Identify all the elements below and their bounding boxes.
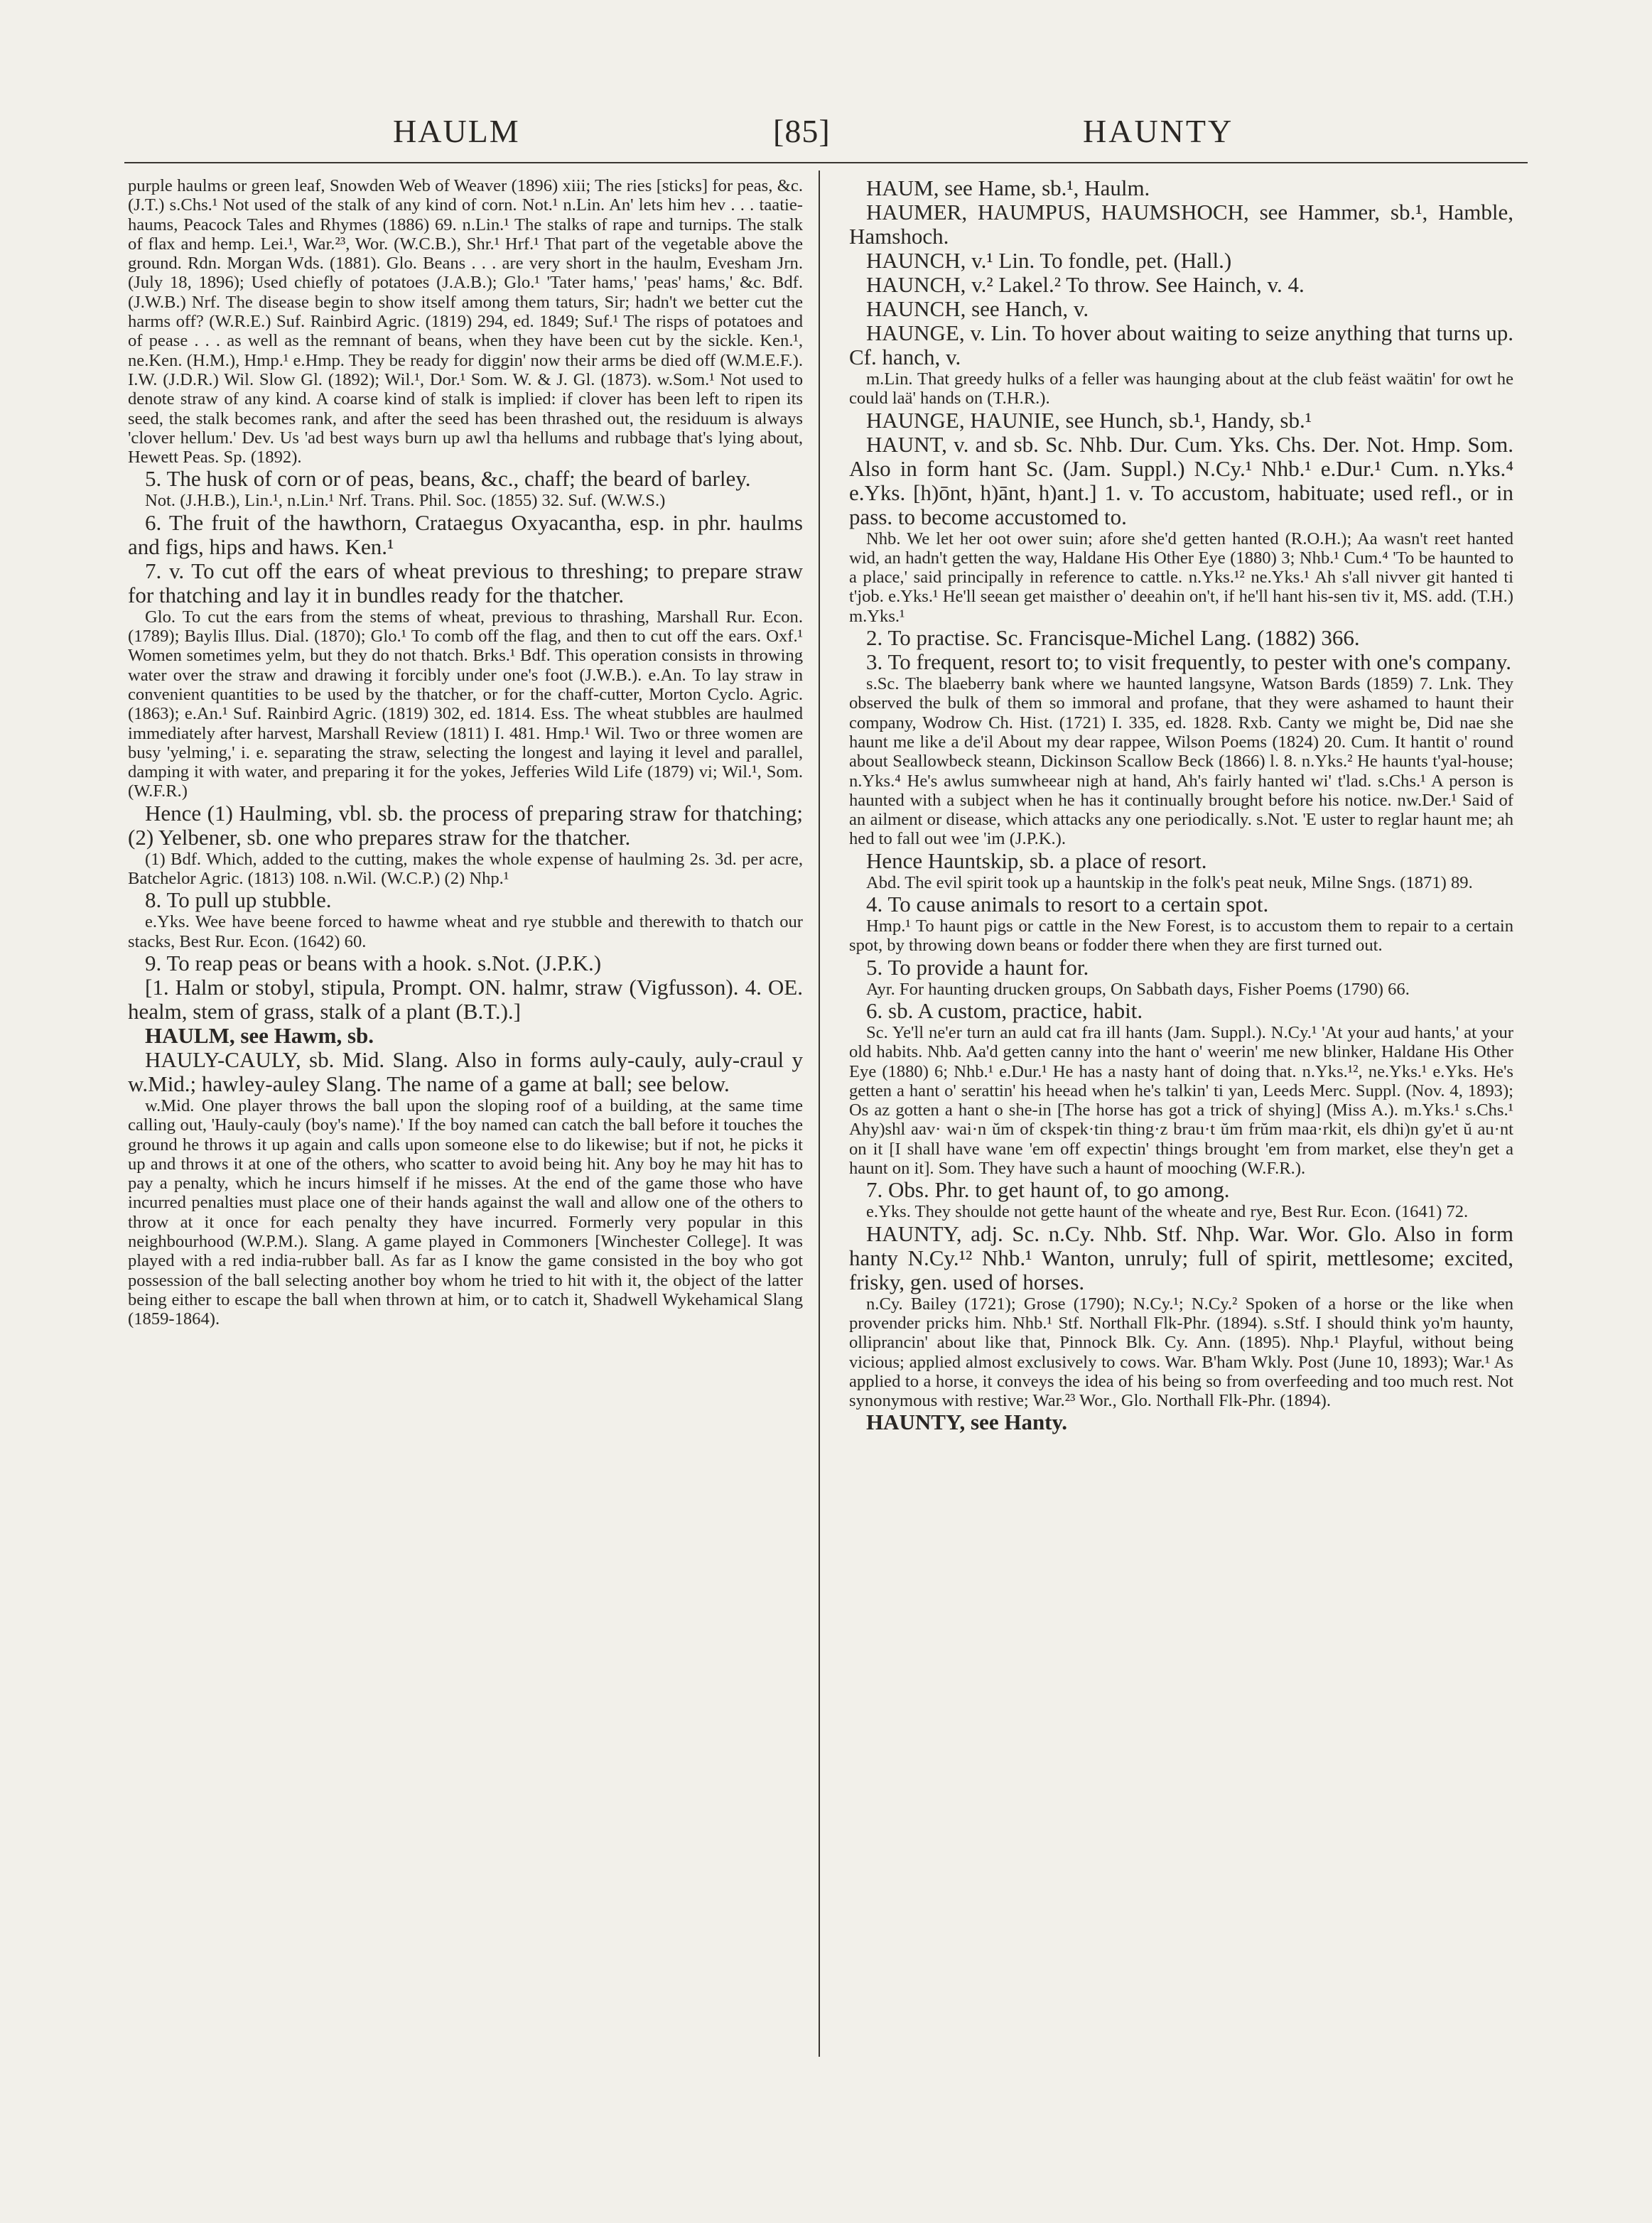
entry-paragraph: Hence Hauntskip, sb. a place of resort. [866, 848, 1207, 873]
entry-paragraph: [1. Halm or stobyl, stipula, Prompt. ON. halmr, straw (Vigfusson). 4. OE. healm, stem of grass, stalk of a plant (B.T.).] [128, 974, 803, 1024]
entry-paragraph: HAUNTY, see Hanty. [866, 1410, 1068, 1435]
entry-paragraph: HAUNTY, adj. Sc. n.Cy. Nhb. Stf. Nhp. War. Wor. Glo. Also in form hanty N.Cy.¹² Nhb.¹ Wanton, unruly; full of spirit, mettlesome; excited, frisky, gen. used of horses. [849, 1221, 1513, 1294]
entry-paragraph: 2. To practise. Sc. Francisque-Michel Lang. (1882) 366. [866, 625, 1360, 651]
entry-paragraph: HAUNT, v. and sb. Sc. Nhb. Dur. Cum. Yks. Chs. Der. Not. Hmp. Som. Also in form hant Sc. (Jam. Suppl.) N.Cy.¹ Nhb.¹ e.Dur.¹ Cum. n.Yks.⁴ e.Yks. [h)ōnt, h)ānt, h)ant.] 1. v. To accustom, habituate; used refl., or in pass. to become accustomed to. [849, 431, 1513, 529]
entry-paragraph: HAULY-CAULY, sb. Mid. Slang. Also in forms auly-cauly, auly-craul y w.Mid.; hawley-auley Slang. The name of a game at ball; see below. [128, 1046, 803, 1096]
entry-paragraph: 7. Obs. Phr. to get haunt of, to go among. [866, 1177, 1230, 1203]
entry-paragraph: 4. To cause animals to resort to a certain spot. [866, 892, 1269, 917]
citation-paragraph: purple haulms or green leaf, Snowden Web of Weaver (1896) xiii; The ries [sticks] for peas, &c. (J.T.) s.Chs.¹ Not used of the stalk of any kind of corn. Not.¹ n.Lin. An' lets him hev . . . taatie-haums, Peacock Tales and Rhymes (1886) 69. n.Lin.¹ The stalks of rape and turnips. The stalk of flax and hemp. Lei.¹, War.²³, Wor. (W.C.B.), Shr.¹ Hrf.¹ That part of the vegetable above the ground. Rdn. Morgan Wds. (1881). Glo. Beans . . . are very short in the haulm, Evesham Jrn. (July 18, 1896); Used chiefly of potatoes (J.A.B.); Glo.¹ 'Tater hams,' 'peas' hams,' &c. Bdf. (J.W.B.) Nrf. The disease begin to show itself among them taturs, Sir; hadn't we better cut the harms off? (W.R.E.) Suf. Rainbird Agric. (1819) 294, ed. 1849; Suf.¹ The risps of potatoes and of pease . . . as well as the remnant of beans, when they have been cut by the sickle. Ken.¹, ne.Ken. (H.M.), Hmp.¹ e.Hmp. They be ready for diggin' now their arms be died off (W.M.E.F.). I.W. (J.D.R.) Wil. Slow Gl. (1892); Wil.¹, Dor.¹ Som. W. & J. Gl. (1873). w.Som.¹ Not used to denote straw of any kind. A coarse kind of stalk is implied: if clover has been left to ripen its seed, the stalk becomes rank, and after the seed has been thrashed out, the residuum is always 'clover hellum.' Dev. Us 'ad best ways burn up awl tha hellums and rubbage that's lying about, Hewett Peas. Sp. (1892). [128, 176, 803, 467]
entry-paragraph: 3. To frequent, resort to; to visit frequently, to pester with one's company. [866, 649, 1511, 675]
header-left-headword: HAULM [393, 113, 520, 149]
entry-paragraph: HAUMER, HAUMPUS, HAUMSHOCH, see Hammer, sb.¹, Hamble, Hamshoch. [849, 200, 1513, 249]
entry-paragraph: HAULM, see Hawm, sb. [145, 1022, 374, 1048]
header-rule [124, 162, 1528, 163]
citation-paragraph: s.Sc. The blaeberry bank where we haunted langsyne, Watson Bards (1859) 7. Lnk. They observed the bulk of them so immoral and profane, that they were ashamed to haunt their company, Wodrow Ch. Hist. (1721) I. 335, ed. 1828. Rxb. Canty we might be, Did nae she haunt me like a de'il About my dear rappee, Wilson Poems (1824) 20. Cum. It hantit o' round about Seallowbeck steann, Dickinson Scallow Beck (1866) l. 8. n.Yks.² He haunts t'yal-house; n.Yks.⁴ He's awlus sumwheear nigh at hand, Ah's fairly hanted wi' t'lad. s.Chs.¹ A person is haunted with a subject when he has it continually brought before his notice. nw.Der.¹ Said of an ailment or disease, which attacks any one periodically. s.Not. 'E uster to reglar haunt me; ah hed to fall out wee 'im (J.P.K.). [849, 674, 1513, 849]
citation-paragraph: Nhb. We let her oot ower suin; afore she'd getten hanted (R.O.H.); Aa wasn't reet hanted wid, an hadn't getten the way, Haldane His Other Eye (1880) 3; Nhb.¹ Cum.⁴ 'To be haunted to a place,' said principally in reference to cattle. n.Yks.¹² ne.Yks.¹ Ah s'all nivver git hanted ti t'job. e.Yks.¹ He'll seean get maisther o' deeahin on't, if he'll hant his-sen tiv it, MS. add. (T.H.) m.Yks.¹ [849, 529, 1513, 626]
citation-paragraph: (1) Bdf. Which, added to the cutting, makes the whole expense of haulming 2s. 3d. per acre, Batchelor Agric. (1813) 108. n.Wil. (W.C.P.) (2) Nhp.¹ [128, 849, 803, 889]
entry-paragraph: HAUNGE, v. Lin. To hover about waiting to seize anything that turns up. Cf. hanch, v. [849, 320, 1513, 369]
entry-paragraph: HAUNCH, see Hanch, v. [866, 296, 1089, 321]
column-divider [819, 171, 820, 2057]
citation-paragraph: Sc. Ye'll ne'er turn an auld cat fra ill hants (Jam. Suppl.). N.Cy.¹ 'At your aud hants,' at your old habits. Nhb. Aa'd getten canny into the hant o' weerin' me new blinker, Haldane His Other Eye (1880) 6; Nhb.¹ e.Dur.¹ He has a nasty hant of doing that. n.Yks.¹², ne.Yks.¹ e.Yks. He's getten a hant o' serattin' his heead when he's talkin' ti yan, Leeds Merc. Suppl. (Nov. 4, 1893); Os az gotten a hant o she-in [The horse has got a trick of shying] (Miss A.). m.Yks.¹ s.Chs.¹ Ahy)shl aav· wai·n ŭm of ckspek·tin thing·z brau·t ŭm frŭm maa·rkit, els dhi)n gy'et ŭ au·nt on it [I shall have wane 'em off expectin' things brought 'em from market, else they'n get a haunt on it]. Som. They have such a haunt of mooching (W.F.R.). [849, 1022, 1513, 1179]
citation-paragraph: Abd. The evil spirit took up a hauntskip in the folk's peat neuk, Milne Sngs. (1871) 89. [866, 872, 1473, 892]
citation-paragraph: Glo. To cut the ears from the stems of wheat, previous to thrashing, Marshall Rur. Econ. (1789); Baylis Illus. Dial. (1870); Glo.¹ To comb off the flag, and then to cut off the ears. Oxf.¹ Women sometimes yelm, but they do not thatch. Brks.¹ Bdf. This operation consists in throwing water over the straw and drawing it forcibly under one's foot (J.W.B.). e.An. To lay straw in convenient quantities to be used by the thatcher, or for the chaff-cutter, Morton Cyclo. Agric. (1863); e.An.¹ Suf. Rainbird Agric. (1819) 302, ed. 1814. Ess. The wheat stubbles are haulmed immediately after harvest, Marshall Review (1811) I. 481. Hmp.¹ Wil. Two or three women are busy 'yelming,' i. e. separating the straw, selecting the longest and laying it level and parallel, damping it with water, and preparing it for the yokes, Jefferies Wild Life (1879) vi; Wil.¹, Som. (W.F.R.) [128, 607, 803, 801]
citation-paragraph: Hmp.¹ To haunt pigs or cattle in the New Forest, is to accustom them to repair to a certain spot, by throwing down beans or fodder there when they are first turned out. [849, 916, 1513, 956]
entry-paragraph: HAUNGE, HAUNIE, see Hunch, sb.¹, Handy, sb.¹ [866, 407, 1312, 433]
citation-paragraph: n.Cy. Bailey (1721); Grose (1790); N.Cy.¹; N.Cy.² Spoken of a horse or the like when provender pricks him. Nhb.¹ Stf. Northall Flk-Phr. (1894). s.Stf. I should think yo'm haunty, olliprancin' about like that, Pinnock Blk. Cy. Ann. (1895). Nhp.¹ Playful, without being vicious; applied almost exclusively to cows. War. B'ham Wkly. Post (June 10, 1893); War.¹ As applied to a horse, it conveys the idea of his being so from overfeeding and too much rest. Not synonymous with restive; War.²³ Wor., Glo. Northall Flk-Phr. (1894). [849, 1294, 1513, 1411]
entry-paragraph: Hence (1) Haulming, vbl. sb. the process of preparing straw for thatching; (2) Yelbener, sb. one who prepares straw for the thatcher. [128, 800, 803, 850]
entry-paragraph: 6. The fruit of the hawthorn, Crataegus Oxyacantha, esp. in phr. haulms and figs, hips and haws. Ken.¹ [128, 509, 803, 559]
entry-paragraph: 9. To reap peas or beans with a hook. s.Not. (J.P.K.) [145, 950, 602, 975]
page-number: [85] [773, 113, 831, 149]
citation-paragraph: e.Yks. Wee have beene forced to hawme wheat and rye stubble and therewith to thatch our stacks, Best Rur. Econ. (1642) 60. [128, 912, 803, 951]
entry-paragraph: 5. The husk of corn or of peas, beans, &c., chaff; the beard of barley. [145, 466, 751, 492]
left-column [128, 176, 803, 2066]
page-header [124, 107, 1528, 163]
citation-paragraph: Ayr. For haunting drucken groups, On Sabbath days, Fisher Poems (1790) 66. [866, 979, 1410, 999]
entry-paragraph: HAUNCH, v.² Lakel.² To throw. See Hainch, v. 4. [866, 272, 1305, 297]
entry-paragraph: 8. To pull up stubble. [145, 887, 332, 913]
entry-paragraph: HAUM, see Hame, sb.¹, Haulm. [866, 176, 1150, 200]
entry-paragraph: 5. To provide a haunt for. [866, 954, 1089, 980]
entry-paragraph: 6. sb. A custom, practice, habit. [866, 997, 1143, 1023]
right-column [849, 176, 1513, 2066]
citation-paragraph: w.Mid. One player throws the ball upon the sloping roof of a building, at the same time calling out, 'Hauly-cauly (boy's name).' If the boy named can catch the ball before it touches the ground he throws it up again and calls upon someone else to do likewise; but if not, he picks it up and throws it at one of the others, who scatter to avoid being hit. Any boy he may hit has to pay a penalty, which he incurs himself if he misses. At the end of the game those who have incurred penalties must place one of their hands against the wall and allow one of the others to throw at it once for each penalty they have incurred. Formerly very popular in this neighbourhood (W.P.M.). Slang. A game played in Commoners [Winchester College]. It was played with a red india-rubber ball. As far as I know the game consisted in the boy who got possession of the ball selecting another boy whom he tried to hit with it, the object of the latter being either to escape the ball when thrown at him, or to catch it, Shadwell Wykehamical Slang (1859-1864). [128, 1096, 803, 1329]
citation-paragraph: m.Lin. That greedy hulks of a feller was haunging about at the club feäst waätin' for owt he could laä' hands on (T.H.R.). [849, 369, 1513, 409]
entry-paragraph: HAUNCH, v.¹ Lin. To fondle, pet. (Hall.) [866, 248, 1232, 273]
header-right-headword: HAUNTY [1083, 113, 1234, 149]
citation-paragraph: e.Yks. They shoulde not gette haunt of the wheate and rye, Best Rur. Econ. (1641) 72. [866, 1202, 1469, 1222]
citation-paragraph: Not. (J.H.B.), Lin.¹, n.Lin.¹ Nrf. Trans. Phil. Soc. (1855) 32. Suf. (W.W.S.) [145, 491, 666, 511]
entry-paragraph: 7. v. To cut off the ears of wheat previous to threshing; to prepare straw for thatching and lay it in bundles ready for the thatcher. [128, 558, 803, 607]
